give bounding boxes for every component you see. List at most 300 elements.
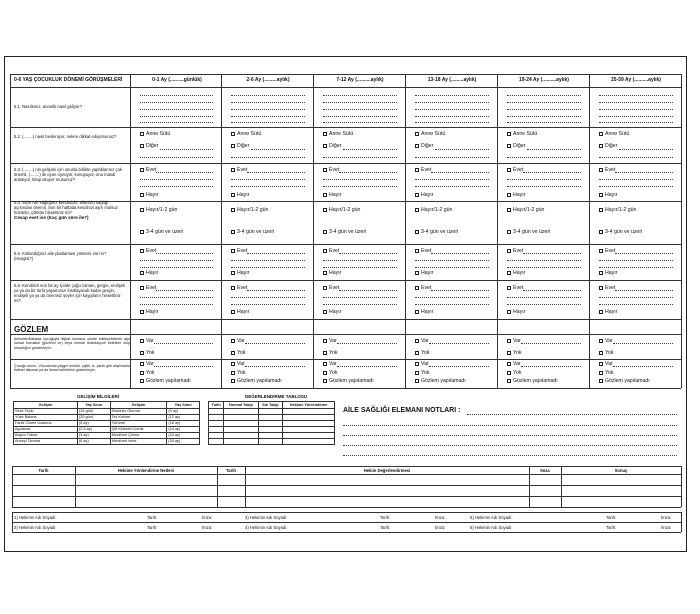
checkbox[interactable] — [323, 351, 327, 355]
answer-dotted-line[interactable] — [507, 186, 581, 187]
answer-dotted-line[interactable] — [339, 172, 397, 173]
checkbox[interactable] — [599, 193, 603, 197]
answer-dotted-line[interactable] — [507, 157, 581, 158]
obs1-var[interactable] — [231, 338, 245, 344]
option-evet[interactable] — [415, 285, 431, 291]
checkbox[interactable] — [507, 193, 511, 197]
checkbox[interactable] — [140, 310, 144, 314]
answer-dotted-line[interactable] — [231, 116, 305, 117]
answer-dotted-line[interactable] — [231, 186, 305, 187]
option-hayir[interactable] — [507, 309, 525, 315]
obs2-yok[interactable] — [415, 370, 429, 376]
answer-dotted-line[interactable] — [323, 109, 397, 110]
answer-dotted-line[interactable] — [323, 179, 397, 180]
answer-dotted-line[interactable] — [140, 260, 213, 261]
option-hayir[interactable] — [415, 192, 433, 198]
answer-dotted-line[interactable] — [415, 157, 489, 158]
option-anne-sutu[interactable] — [599, 131, 629, 137]
option-hayir[interactable] — [599, 270, 617, 276]
answer-dotted-line[interactable] — [507, 260, 581, 261]
checkbox[interactable] — [507, 379, 511, 383]
answer-dotted-line[interactable] — [323, 95, 397, 96]
checkbox[interactable] — [415, 271, 419, 275]
option-evet[interactable] — [140, 167, 156, 173]
signature-field[interactable]: 5) Hekimin Adı Soyadı: — [470, 515, 513, 520]
notes-line[interactable] — [343, 435, 677, 436]
answer-dotted-line[interactable] — [140, 116, 213, 117]
answer-dotted-line[interactable] — [231, 122, 305, 123]
answer-dotted-line[interactable] — [323, 260, 397, 261]
answer-dotted-line[interactable] — [415, 116, 489, 117]
signature-field[interactable]: Tarih: — [380, 525, 391, 530]
answer-dotted-line[interactable] — [415, 267, 489, 268]
checkbox[interactable] — [507, 249, 511, 253]
obs1-dots[interactable] — [245, 343, 305, 344]
answer-dotted-line[interactable] — [323, 122, 397, 123]
answer-dotted-line[interactable] — [140, 109, 213, 110]
answer-dotted-line[interactable] — [140, 102, 213, 103]
answer-dotted-line[interactable] — [140, 304, 213, 305]
answer-dotted-line[interactable] — [343, 149, 397, 150]
checkbox[interactable] — [599, 249, 603, 253]
answer-dotted-line[interactable] — [435, 149, 489, 150]
obs1-dots[interactable] — [154, 343, 213, 344]
obs1-var[interactable] — [599, 338, 613, 344]
obs2-var[interactable] — [231, 361, 245, 367]
option-anne-sutu[interactable] — [140, 131, 170, 137]
checkbox[interactable] — [507, 351, 511, 355]
answer-dotted-line[interactable] — [431, 253, 489, 254]
answer-dotted-line[interactable] — [431, 290, 489, 291]
checkbox[interactable] — [140, 132, 144, 136]
option-diger[interactable] — [140, 143, 158, 149]
checkbox[interactable] — [323, 271, 327, 275]
option-evet[interactable] — [599, 248, 615, 254]
option-evet[interactable] — [140, 285, 156, 291]
checkbox[interactable] — [231, 168, 235, 172]
checkbox[interactable] — [231, 310, 235, 314]
option-3-4-gun[interactable] — [323, 229, 366, 235]
obs2-yok[interactable] — [231, 370, 245, 376]
checkbox[interactable] — [323, 371, 327, 375]
obs1-yok[interactable] — [415, 350, 429, 356]
option-3-4-gun[interactable] — [415, 229, 458, 235]
checkbox[interactable] — [599, 351, 603, 355]
answer-dotted-line[interactable] — [507, 95, 581, 96]
obs1-var[interactable] — [323, 338, 337, 344]
signature-field[interactable]: İmza: — [661, 525, 672, 530]
checkbox[interactable] — [507, 168, 511, 172]
option-hayir-1-2[interactable] — [323, 207, 360, 213]
answer-dotted-line[interactable] — [160, 149, 213, 150]
answer-dotted-line[interactable] — [415, 179, 489, 180]
obs2-var[interactable] — [415, 361, 429, 367]
checkbox[interactable] — [415, 193, 419, 197]
answer-dotted-line[interactable] — [599, 186, 673, 187]
checkbox[interactable] — [323, 144, 327, 148]
answer-dotted-line[interactable] — [140, 95, 213, 96]
answer-dotted-line[interactable] — [431, 172, 489, 173]
notes-line[interactable] — [343, 425, 677, 426]
signature-field[interactable]: Tarih: — [606, 515, 617, 520]
answer-dotted-line[interactable] — [231, 95, 305, 96]
answer-dotted-line[interactable] — [599, 122, 673, 123]
answer-dotted-line[interactable] — [231, 179, 305, 180]
obs1-dots[interactable] — [337, 343, 397, 344]
option-evet[interactable] — [140, 248, 156, 254]
answer-dotted-line[interactable] — [339, 253, 397, 254]
obs2-dots[interactable] — [245, 366, 305, 367]
checkbox[interactable] — [507, 310, 511, 314]
checkbox[interactable] — [415, 132, 419, 136]
answer-dotted-line[interactable] — [415, 304, 489, 305]
option-hayir[interactable] — [323, 309, 341, 315]
answer-dotted-line[interactable] — [231, 297, 305, 298]
signature-field[interactable]: İmza: — [202, 525, 213, 530]
answer-dotted-line[interactable] — [599, 102, 673, 103]
obs2-var[interactable] — [140, 361, 154, 367]
obs1-yok[interactable] — [599, 350, 613, 356]
checkbox[interactable] — [231, 351, 235, 355]
signature-field[interactable]: Tarih: — [606, 525, 617, 530]
checkbox[interactable] — [599, 230, 603, 234]
obs1-yok[interactable] — [231, 350, 245, 356]
answer-dotted-line[interactable] — [323, 102, 397, 103]
checkbox[interactable] — [507, 132, 511, 136]
obs2-var[interactable] — [599, 361, 613, 367]
checkbox[interactable] — [231, 362, 235, 366]
obs1-dots[interactable] — [613, 343, 673, 344]
option-hayir[interactable] — [140, 192, 158, 198]
option-hayir[interactable] — [323, 270, 341, 276]
checkbox[interactable] — [231, 144, 235, 148]
option-evet[interactable] — [507, 248, 523, 254]
option-anne-sutu[interactable] — [415, 131, 445, 137]
checkbox[interactable] — [140, 208, 144, 212]
answer-dotted-line[interactable] — [251, 149, 305, 150]
answer-dotted-line[interactable] — [323, 297, 397, 298]
option-evet[interactable] — [231, 285, 247, 291]
checkbox[interactable] — [415, 351, 419, 355]
answer-dotted-line[interactable] — [247, 290, 305, 291]
answer-dotted-line[interactable] — [231, 267, 305, 268]
checkbox[interactable] — [507, 286, 511, 290]
obs1-yok[interactable] — [140, 350, 154, 356]
obs2-dots[interactable] — [429, 366, 489, 367]
option-diger[interactable] — [507, 143, 525, 149]
option-hayir[interactable] — [231, 270, 249, 276]
checkbox[interactable] — [231, 208, 235, 212]
answer-dotted-line[interactable] — [507, 304, 581, 305]
checkbox[interactable] — [599, 286, 603, 290]
checkbox[interactable] — [140, 230, 144, 234]
checkbox[interactable] — [231, 132, 235, 136]
signature-field[interactable]: İmza: — [661, 515, 672, 520]
option-evet[interactable] — [231, 248, 247, 254]
checkbox[interactable] — [415, 230, 419, 234]
answer-dotted-line[interactable] — [599, 297, 673, 298]
checkbox[interactable] — [415, 379, 419, 383]
answer-dotted-line[interactable] — [415, 102, 489, 103]
answer-dotted-line[interactable] — [615, 253, 673, 254]
option-evet[interactable] — [231, 167, 247, 173]
eval-cell[interactable] — [258, 439, 283, 445]
option-hayir[interactable] — [231, 309, 249, 315]
checkbox[interactable] — [415, 339, 419, 343]
obs1-yok[interactable] — [323, 350, 337, 356]
answer-dotted-line[interactable] — [615, 290, 673, 291]
answer-dotted-line[interactable] — [415, 297, 489, 298]
signature-field[interactable]: 6) Hekimin Adı Soyadı: — [470, 525, 513, 530]
checkbox[interactable] — [231, 271, 235, 275]
signature-field[interactable]: İmza: — [435, 525, 446, 530]
signature-field[interactable]: 4) Hekimin Adı Soyadı: — [245, 525, 288, 530]
answer-dotted-line[interactable] — [140, 267, 213, 268]
checkbox[interactable] — [599, 132, 603, 136]
checkbox[interactable] — [140, 379, 144, 383]
answer-dotted-line[interactable] — [231, 102, 305, 103]
obs2-dots[interactable] — [521, 366, 581, 367]
answer-dotted-line[interactable] — [599, 95, 673, 96]
checkbox[interactable] — [599, 339, 603, 343]
option-hayir-1-2[interactable] — [140, 207, 177, 213]
checkbox[interactable] — [323, 362, 327, 366]
obs1-var[interactable] — [415, 338, 429, 344]
answer-dotted-line[interactable] — [415, 109, 489, 110]
answer-dotted-line[interactable] — [231, 109, 305, 110]
checkbox[interactable] — [231, 230, 235, 234]
checkbox[interactable] — [140, 271, 144, 275]
checkbox[interactable] — [323, 379, 327, 383]
signature-field[interactable]: Tarih: — [147, 515, 158, 520]
signature-field[interactable]: 1) Hekimin Adı Soyadı: — [14, 515, 57, 520]
answer-dotted-line[interactable] — [323, 157, 397, 158]
option-evet[interactable] — [323, 285, 339, 291]
answer-dotted-line[interactable] — [599, 116, 673, 117]
answer-dotted-line[interactable] — [247, 253, 305, 254]
option-3-4-gun[interactable] — [599, 229, 642, 235]
option-hayir[interactable] — [415, 309, 433, 315]
checkbox[interactable] — [140, 168, 144, 172]
option-evet[interactable] — [507, 285, 523, 291]
option-hayir[interactable] — [599, 309, 617, 315]
option-diger[interactable] — [599, 143, 617, 149]
obs2-gozlem[interactable] — [140, 378, 191, 384]
obs2-var[interactable] — [507, 361, 521, 367]
notes-line[interactable] — [467, 414, 677, 415]
option-evet[interactable] — [323, 248, 339, 254]
checkbox[interactable] — [323, 193, 327, 197]
answer-dotted-line[interactable] — [156, 172, 213, 173]
answer-dotted-line[interactable] — [599, 267, 673, 268]
obs1-var[interactable] — [507, 338, 521, 344]
checkbox[interactable] — [415, 371, 419, 375]
option-hayir[interactable] — [323, 192, 341, 198]
signature-field[interactable]: 3) Hekimin Adı Soyadı: — [245, 515, 288, 520]
answer-dotted-line[interactable] — [247, 172, 305, 173]
obs2-gozlem[interactable] — [507, 378, 558, 384]
option-hayir[interactable] — [231, 192, 249, 198]
option-hayir[interactable] — [507, 192, 525, 198]
obs2-gozlem[interactable] — [323, 378, 374, 384]
option-evet[interactable] — [323, 167, 339, 173]
answer-dotted-line[interactable] — [140, 122, 213, 123]
option-hayir-1-2[interactable] — [507, 207, 544, 213]
option-anne-sutu[interactable] — [507, 131, 537, 137]
answer-dotted-line[interactable] — [415, 186, 489, 187]
answer-dotted-line[interactable] — [231, 304, 305, 305]
checkbox[interactable] — [599, 371, 603, 375]
checkbox[interactable] — [599, 208, 603, 212]
checkbox[interactable] — [140, 193, 144, 197]
eval-cell[interactable] — [283, 439, 335, 445]
answer-dotted-line[interactable] — [523, 172, 581, 173]
answer-dotted-line[interactable] — [339, 290, 397, 291]
signature-field[interactable]: 2) Hekimin Adı Soyadı: — [14, 525, 57, 530]
answer-dotted-line[interactable] — [140, 186, 213, 187]
answer-dotted-line[interactable] — [507, 179, 581, 180]
checkbox[interactable] — [507, 208, 511, 212]
option-hayir-1-2[interactable] — [415, 207, 452, 213]
answer-dotted-line[interactable] — [599, 109, 673, 110]
obs2-dots[interactable] — [337, 366, 397, 367]
checkbox[interactable] — [323, 132, 327, 136]
checkbox[interactable] — [140, 362, 144, 366]
option-evet[interactable] — [599, 167, 615, 173]
notes-line[interactable] — [343, 445, 677, 446]
obs2-gozlem[interactable] — [599, 378, 650, 384]
answer-dotted-line[interactable] — [527, 149, 581, 150]
obs2-var[interactable] — [323, 361, 337, 367]
checkbox[interactable] — [599, 144, 603, 148]
obs2-dots[interactable] — [613, 366, 673, 367]
checkbox[interactable] — [323, 168, 327, 172]
checkbox[interactable] — [507, 230, 511, 234]
option-3-4-gun[interactable] — [231, 229, 274, 235]
eval-cell[interactable] — [209, 439, 224, 445]
signature-field[interactable]: İmza: — [435, 515, 446, 520]
obs2-yok[interactable] — [599, 370, 613, 376]
checkbox[interactable] — [415, 144, 419, 148]
option-anne-sutu[interactable] — [323, 131, 353, 137]
option-3-4-gun[interactable] — [140, 229, 183, 235]
checkbox[interactable] — [507, 371, 511, 375]
answer-dotted-line[interactable] — [619, 149, 673, 150]
option-evet[interactable] — [599, 285, 615, 291]
answer-dotted-line[interactable] — [323, 304, 397, 305]
checkbox[interactable] — [415, 249, 419, 253]
checkbox[interactable] — [415, 286, 419, 290]
signature-field[interactable]: Tarih: — [147, 525, 158, 530]
answer-dotted-line[interactable] — [323, 267, 397, 268]
checkbox[interactable] — [231, 379, 235, 383]
checkbox[interactable] — [415, 168, 419, 172]
option-hayir-1-2[interactable] — [231, 207, 268, 213]
option-diger[interactable] — [323, 143, 341, 149]
checkbox[interactable] — [599, 379, 603, 383]
checkbox[interactable] — [323, 208, 327, 212]
answer-dotted-line[interactable] — [523, 253, 581, 254]
option-evet[interactable] — [415, 167, 431, 173]
checkbox[interactable] — [231, 193, 235, 197]
obs1-var[interactable] — [140, 338, 154, 344]
checkbox[interactable] — [599, 310, 603, 314]
answer-dotted-line[interactable] — [599, 179, 673, 180]
answer-dotted-line[interactable] — [323, 116, 397, 117]
option-evet[interactable] — [415, 248, 431, 254]
answer-dotted-line[interactable] — [507, 122, 581, 123]
answer-dotted-line[interactable] — [140, 297, 213, 298]
answer-dotted-line[interactable] — [415, 260, 489, 261]
answer-dotted-line[interactable] — [231, 260, 305, 261]
answer-dotted-line[interactable] — [507, 267, 581, 268]
checkbox[interactable] — [231, 339, 235, 343]
obs1-dots[interactable] — [521, 343, 581, 344]
checkbox[interactable] — [323, 339, 327, 343]
notes-line[interactable] — [343, 455, 677, 456]
checkbox[interactable] — [323, 310, 327, 314]
checkbox[interactable] — [140, 144, 144, 148]
obs2-gozlem[interactable] — [231, 378, 282, 384]
checkbox[interactable] — [323, 286, 327, 290]
option-anne-sutu[interactable] — [231, 131, 261, 137]
answer-dotted-line[interactable] — [415, 122, 489, 123]
checkbox[interactable] — [323, 230, 327, 234]
option-hayir[interactable] — [415, 270, 433, 276]
checkbox[interactable] — [415, 362, 419, 366]
obs1-yok[interactable] — [507, 350, 521, 356]
obs2-yok[interactable] — [140, 370, 154, 376]
obs2-yok[interactable] — [323, 370, 337, 376]
signature-field[interactable]: İmza: — [202, 515, 213, 520]
option-hayir-1-2[interactable] — [599, 207, 636, 213]
answer-dotted-line[interactable] — [415, 95, 489, 96]
answer-dotted-line[interactable] — [615, 172, 673, 173]
answer-dotted-line[interactable] — [507, 297, 581, 298]
answer-dotted-line[interactable] — [140, 179, 213, 180]
checkbox[interactable] — [140, 286, 144, 290]
answer-dotted-line[interactable] — [231, 157, 305, 158]
option-diger[interactable] — [231, 143, 249, 149]
answer-dotted-line[interactable] — [323, 186, 397, 187]
signature-field[interactable]: Tarih: — [380, 515, 391, 520]
checkbox[interactable] — [415, 310, 419, 314]
option-hayir[interactable] — [507, 270, 525, 276]
checkbox[interactable] — [231, 286, 235, 290]
option-3-4-gun[interactable] — [507, 229, 550, 235]
option-evet[interactable] — [507, 167, 523, 173]
checkbox[interactable] — [507, 339, 511, 343]
answer-dotted-line[interactable] — [599, 304, 673, 305]
option-diger[interactable] — [415, 143, 433, 149]
option-hayir[interactable] — [599, 192, 617, 198]
obs1-dots[interactable] — [429, 343, 489, 344]
checkbox[interactable] — [599, 168, 603, 172]
answer-dotted-line[interactable] — [599, 260, 673, 261]
checkbox[interactable] — [599, 362, 603, 366]
answer-dotted-line[interactable] — [507, 102, 581, 103]
obs2-dots[interactable] — [154, 366, 213, 367]
answer-dotted-line[interactable] — [523, 290, 581, 291]
answer-dotted-line[interactable] — [156, 290, 213, 291]
answer-dotted-line[interactable] — [156, 253, 213, 254]
checkbox[interactable] — [415, 208, 419, 212]
option-hayir[interactable] — [140, 270, 158, 276]
eval-cell[interactable] — [224, 439, 258, 445]
answer-dotted-line[interactable] — [507, 116, 581, 117]
checkbox[interactable] — [140, 249, 144, 253]
option-hayir[interactable] — [140, 309, 158, 315]
